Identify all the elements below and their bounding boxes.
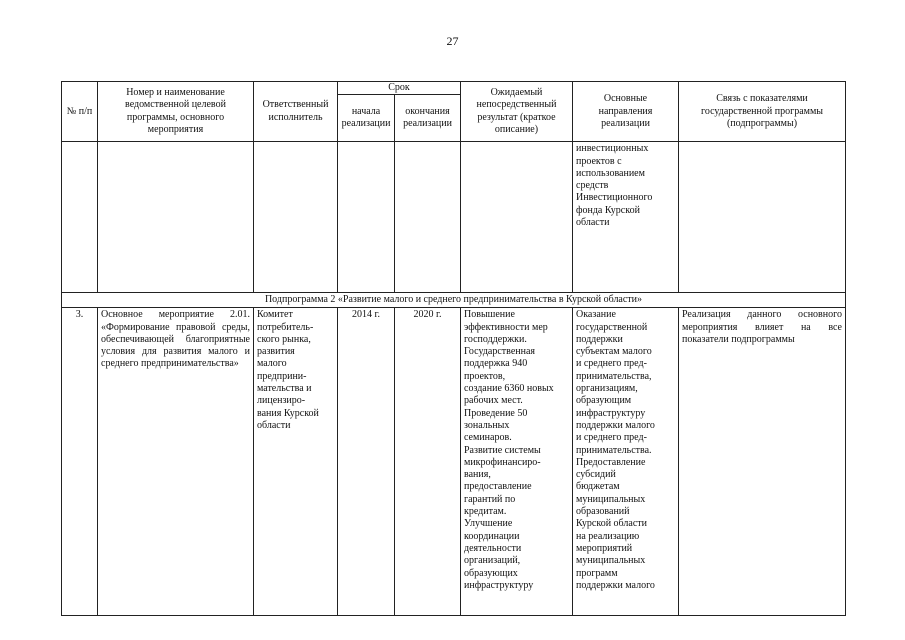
header-end: окончания реализации: [395, 95, 461, 142]
cell-directions-continued: инвестиционных проектов с использованием средств Инвестиционного фонда Курской области: [573, 142, 679, 293]
cell-empty: [98, 142, 254, 293]
subprogram-row: [62, 293, 846, 308]
cell-start: 2014 г.: [338, 308, 395, 616]
cell-empty: [461, 142, 573, 293]
subprogram-title: Подпрограмма 2 «Развитие малого и среднего предпринимательства в Курской области»: [62, 293, 846, 308]
header-result: Ожидаемый непосредственный результат (краткое описание): [461, 82, 573, 142]
header-term: Срок: [338, 82, 461, 95]
cell-executor: Комитет потребитель- ского рынка, развития малого предприни- мательства и лицензиро- вания Курской области: [254, 308, 338, 616]
cell-empty: [338, 142, 395, 293]
cell-directions: Оказание государственной поддержки субъектам малого и среднего пред- принимательства, организациям, образующим инфраструктуру поддержки малого и среднего пред- принимательства. Предоставление субсидий бюджетам муниципальных образований Курской области на реализацию мероприятий муниципальных программ поддержки малого: [573, 308, 679, 616]
cell-end: 2020 г.: [395, 308, 461, 616]
header-start: начала реализации: [338, 95, 395, 142]
header-link: Связь с показателями государственной программы (подпрограммы): [679, 82, 846, 142]
cell-link: Реализация данного основного мероприятия влияет на все показатели подпрограммы: [679, 308, 846, 616]
page-number: 27: [446, 34, 459, 48]
header-executor: Ответственный исполнитель: [254, 82, 338, 142]
cell-name: Основное мероприятие 2.01. «Формирование правовой среды, обеспечивающей благоприятные условия для развития малого и среднего предпринимательства»: [98, 308, 254, 616]
header-name: Номер и наименование ведомственной целевой программы, основного мероприятия: [98, 82, 254, 142]
program-table: [61, 81, 846, 616]
cell-num: 3.: [62, 308, 98, 616]
header-num: № п/п: [62, 82, 98, 142]
cell-empty: [62, 142, 98, 293]
table-row: [62, 308, 846, 616]
cell-result: Повышение эффективности мер господдержки. Государственная поддержка 940 проектов, создание 6360 новых рабочих мест. Проведение 50 зональных семинаров. Развитие системы микрофинансиро- вания, предоставление гарантий по кредитам. Улучшение координации деятельности организаций, образующих инфраструктуру: [461, 308, 573, 616]
continued-row: [62, 142, 846, 293]
cell-empty: [395, 142, 461, 293]
cell-empty: [254, 142, 338, 293]
cell-empty: [679, 142, 846, 293]
header-directions: Основные направления реализации: [573, 82, 679, 142]
header-row-1: [62, 82, 846, 95]
